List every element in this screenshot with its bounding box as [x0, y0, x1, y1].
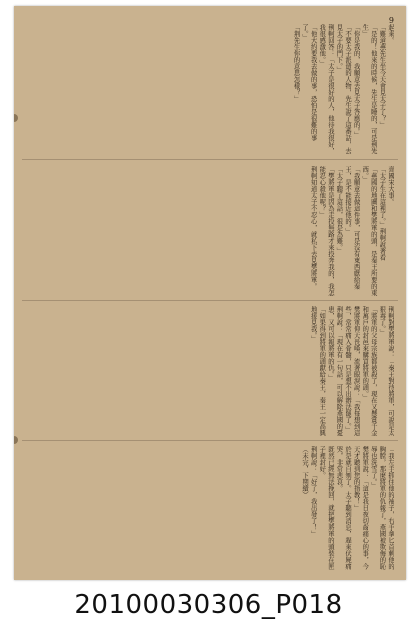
archive-id-caption: 20100030306_P018 — [74, 590, 343, 620]
text-block-3: 荆軻對樊將軍說：「秦王對待將軍，可說是太狠毒了。」 「將軍的父母宗族都被殺了，現在又懸賞千金和萬戶的封邑來購買將軍的頭。」 樊將軍仰天長嘆，流著眼淚說：「我每想到這些，常常痛入骨髓，只是想不出辦法罷了。」 荆軻說：「現在有一句話，可以解除燕國的憂患，又可以報將軍的仇。」 「如果得到將軍的頭獻給秦王，秦王一定高興地接見我。」 — [309, 306, 394, 436]
scanned-page — [14, 6, 406, 580]
binding-hole — [14, 436, 18, 444]
text-block-2: 齊國宋大事。 「太子生在這裡了。」荆軻說著看 「燕國的地圖和樊將軍的頭，是秦王所要的東西。」 「我願意去做這件事，可是沒有東西獻給秦王，是不能接近他的。」 「太子聽了這話，很是為難。」 「樊將軍是因為走投無路才來投奔我的，我怎能忍心殺他呢？」 荆軻知道太子不忍心，就私下去見樊將軍。 — [309, 166, 394, 296]
text-block-1: 起來。 「難道燕先生坐今天會見太子了？」 「是的！他來的時候，先生是睡的，可是荆先生」 「你是我的，我願意去見太子答應的。」 「不要太子派遣的人物，先生說了這番話，去見太子的門下。」 荆軻回答：「太子是很好的人，他待我很好，我很感激他。」 「他大約要我去做的事，恐怕是很難的事了。」 「荆先生你的意思怎樣？」 — [292, 24, 394, 154]
section-divider — [22, 440, 398, 441]
page-number: 9 — [388, 16, 394, 25]
section-divider — [22, 159, 398, 160]
section-divider — [22, 300, 398, 301]
text-block-4: 「我左手抓住他的袖子，右手拿匕首刺他的胸膛，那麼將軍的仇報了，燕國被欺侮的恥辱也洗雪了。」 樊將軍說：「這是我日夜切齒痛心的事，今天才聽到您的指教！」 於是就自刎了。太子聽到消息，趕來伏屍痛哭，非常悲哀。 既然已經無法挽回，就把樊將軍的頭裝在匣子裡封好。 荆軻說：「好了，我出發了！」 （未完，下期續） — [301, 446, 394, 570]
binding-hole — [14, 114, 18, 122]
